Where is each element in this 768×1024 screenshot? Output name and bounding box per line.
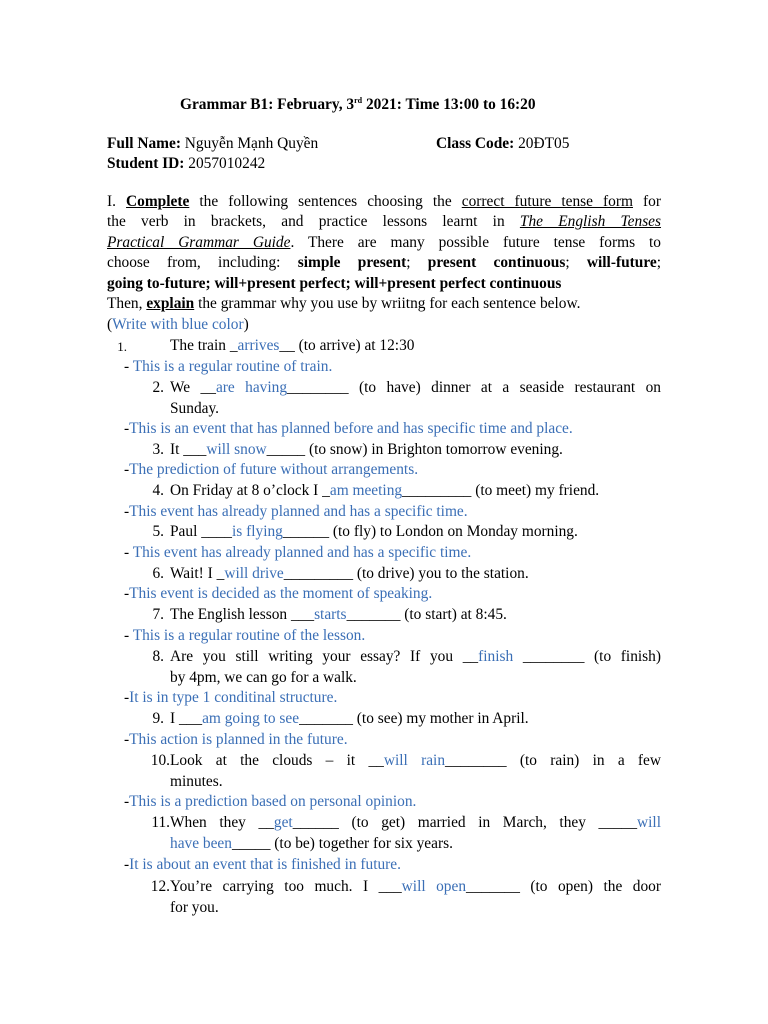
instructions-line-7 xyxy=(107,315,249,336)
explanation-dash: - xyxy=(124,503,130,520)
answer-7: starts xyxy=(314,606,347,623)
item-number: 10. xyxy=(150,752,170,769)
explanation-5 xyxy=(124,543,471,564)
question-8-continued: by 4pm, we can go for a walk. xyxy=(170,669,357,686)
instructions-line-2 xyxy=(107,212,661,233)
explanation-text: This action is planned in the future. xyxy=(129,731,348,748)
instr-text: for xyxy=(632,193,662,210)
explanation-1 xyxy=(124,357,332,378)
item-number: 6. xyxy=(152,565,164,582)
full-name-label: Full Name: xyxy=(107,135,181,152)
item-number: 12. xyxy=(150,878,170,895)
question-text: _____ (to snow) in Brighton tomorrow evening. xyxy=(266,441,563,458)
question-text: On Friday at 8 o’clock I _ xyxy=(170,482,330,499)
explanation-dash: - xyxy=(124,420,130,437)
question-11-continued xyxy=(170,834,453,855)
question-text: The English lesson ___ xyxy=(170,606,315,623)
question-text: _________ (to meet) my friend. xyxy=(402,482,600,499)
instr-text: Then, xyxy=(107,295,147,312)
question-4 xyxy=(170,481,599,502)
form-simple-present: simple present xyxy=(297,254,407,271)
explanation-4 xyxy=(124,502,468,523)
question-text: ________ (to rain) in a few xyxy=(445,752,661,769)
answer-8: finish xyxy=(478,648,514,665)
question-text: Paul ____ xyxy=(170,523,232,540)
answer-3: will snow xyxy=(206,441,267,458)
student-id-label: Student ID: xyxy=(107,155,185,172)
instr-text: the verb in brackets, and practice lessons learnt in xyxy=(107,213,520,230)
explanation-dash: - xyxy=(124,544,133,561)
student-id-row xyxy=(107,154,265,175)
explanation-9 xyxy=(124,730,348,751)
item-number: 8. xyxy=(152,648,164,665)
question-text: _______ (to see) my mother in April. xyxy=(299,710,529,727)
answer-11a: get xyxy=(273,814,293,831)
form-present-continuous: present continuous xyxy=(427,254,566,271)
explanation-text: It is in type 1 conditinal structure. xyxy=(129,689,338,706)
page-title xyxy=(180,95,536,116)
question-1 xyxy=(170,336,414,357)
question-12 xyxy=(170,877,661,898)
instr-text: choose from, including: xyxy=(107,254,298,271)
instr-explain: explain xyxy=(146,295,195,312)
item-number: 9. xyxy=(152,710,164,727)
answer-2: are having xyxy=(215,379,288,396)
explanation-text: This is an event that has planned before and has specific time and place. xyxy=(129,420,573,437)
answer-9: am going to see xyxy=(202,710,300,727)
question-text: Wait! I _ xyxy=(170,565,225,582)
answer-4: am meeting xyxy=(329,482,403,499)
answer-10: will rain xyxy=(383,752,446,769)
question-text: _______ (to start) at 8:45. xyxy=(346,606,507,623)
guide-title-part1: The English Tenses xyxy=(519,213,662,230)
class-code-row xyxy=(436,134,569,155)
explanation-dash: - xyxy=(124,856,130,873)
question-text: Look at the clouds – it __ xyxy=(170,752,384,769)
question-text: ______ (to get) married in March, they _____ xyxy=(292,814,638,831)
answer-5: is flying xyxy=(232,523,283,540)
class-code-label: Class Code: xyxy=(436,135,515,152)
question-text: It ___ xyxy=(170,441,207,458)
question-12-continued: for you. xyxy=(170,899,219,916)
instr-text: ) xyxy=(243,316,249,333)
title-text: Grammar B1: February, 3 xyxy=(180,96,355,113)
item-number: 7. xyxy=(152,606,164,623)
instr-text: the grammar why you use by wriitng for each sentence below. xyxy=(194,295,581,312)
question-7 xyxy=(170,605,507,626)
question-5 xyxy=(170,522,578,543)
question-text: __ (to arrive) at 12:30 xyxy=(279,337,415,354)
full-name-value: Nguyễn Mạnh Quyền xyxy=(180,135,319,152)
guide-title-part2: Practical Grammar Guide xyxy=(107,234,291,251)
instructions-line-4 xyxy=(107,253,661,274)
instr-complete: Complete xyxy=(126,193,190,210)
explanation-6 xyxy=(124,584,432,605)
answer-11b-start: will xyxy=(637,814,661,831)
item-number: 2. xyxy=(152,379,164,396)
question-text: _________ (to drive) you to the station. xyxy=(283,565,529,582)
instructions-line-1 xyxy=(107,192,661,213)
title-superscript: rd xyxy=(354,95,363,105)
question-11 xyxy=(170,813,661,834)
explanation-2 xyxy=(124,419,573,440)
instr-text: ; xyxy=(565,254,587,271)
explanation-text: This is a prediction based on personal opinion. xyxy=(129,793,417,810)
question-text: We __ xyxy=(170,379,216,396)
explanation-dash: - xyxy=(124,585,130,602)
explanation-dash: - xyxy=(124,793,130,810)
explanation-dash: - xyxy=(124,358,133,375)
instructions-line-6 xyxy=(107,294,580,315)
instr-text: I. xyxy=(107,193,127,210)
question-text: _____ (to be) together for six years. xyxy=(231,835,453,852)
question-text: ________ (to finish) xyxy=(513,648,661,665)
explanation-11 xyxy=(124,855,401,876)
explanation-text: This event has already planned and has a specific time. xyxy=(132,544,472,561)
instr-text: ; xyxy=(406,254,428,271)
instr-text: the following sentences choosing the xyxy=(189,193,462,210)
form-will-future: will-future xyxy=(586,254,657,271)
item-number: 4. xyxy=(152,482,164,499)
question-text: Are you still writing your essay? If you __ xyxy=(170,648,479,665)
full-name-row xyxy=(107,134,318,155)
answer-1: arrives xyxy=(237,337,280,354)
explanation-dash: - xyxy=(124,627,133,644)
question-text: When they __ xyxy=(170,814,274,831)
instr-text: . There are many possible future tense forms to xyxy=(290,234,661,251)
explanation-8 xyxy=(124,688,337,709)
student-id-value: 2057010242 xyxy=(184,155,266,172)
item-number: 5. xyxy=(152,523,164,540)
item-number: 11. xyxy=(151,814,170,831)
instr-text: ; xyxy=(656,254,661,271)
question-6 xyxy=(170,564,529,585)
answer-11b-end: have been xyxy=(170,835,232,852)
instr-text: ( xyxy=(107,316,113,333)
question-2 xyxy=(170,378,661,399)
explanation-7 xyxy=(124,626,365,647)
explanation-dash: - xyxy=(124,461,130,478)
question-text: ______ (to fly) to London on Monday morning. xyxy=(282,523,578,540)
write-blue-note: Write with blue color xyxy=(112,316,244,333)
class-code-value: 20ĐT05 xyxy=(514,135,570,152)
instructions-line-3 xyxy=(107,233,661,254)
answer-12: will open xyxy=(401,878,467,895)
instr-correct-form: correct future tense form xyxy=(461,193,633,210)
explanation-text: This is a regular routine of train. xyxy=(132,358,333,375)
question-8 xyxy=(170,647,661,668)
instructions-line-5: going to-future; will+present perfect; will+present perfect continuous xyxy=(107,275,562,292)
question-10-continued: minutes. xyxy=(170,773,223,790)
explanation-3 xyxy=(124,460,418,481)
question-text: I ___ xyxy=(170,710,203,727)
question-3 xyxy=(170,440,563,461)
explanation-dash: - xyxy=(124,689,130,706)
item-number: 3. xyxy=(152,441,164,458)
question-text: The train _ xyxy=(170,337,238,354)
question-text: _______ (to open) the door xyxy=(466,878,661,895)
explanation-text: It is about an event that is finished in future. xyxy=(129,856,401,873)
question-text: You’re carrying too much. I ___ xyxy=(170,878,402,895)
explanation-text: This is a regular routine of the lesson. xyxy=(132,627,366,644)
question-10 xyxy=(170,751,661,772)
item-number: 1. xyxy=(117,339,127,354)
explanation-text: This event has already planned and has a specific time. xyxy=(129,503,468,520)
explanation-10 xyxy=(124,792,416,813)
title-text-end: 2021: Time 13:00 to 16:20 xyxy=(362,96,536,113)
question-9 xyxy=(170,709,529,730)
question-text: ________ (to have) dinner at a seaside restaurant on xyxy=(287,379,661,396)
question-2-continued: Sunday. xyxy=(170,400,220,417)
explanation-dash: - xyxy=(124,731,130,748)
explanation-text: The prediction of future without arrangements. xyxy=(129,461,419,478)
explanation-text: This event is decided as the moment of speaking. xyxy=(129,585,433,602)
answer-6: will drive xyxy=(224,565,284,582)
